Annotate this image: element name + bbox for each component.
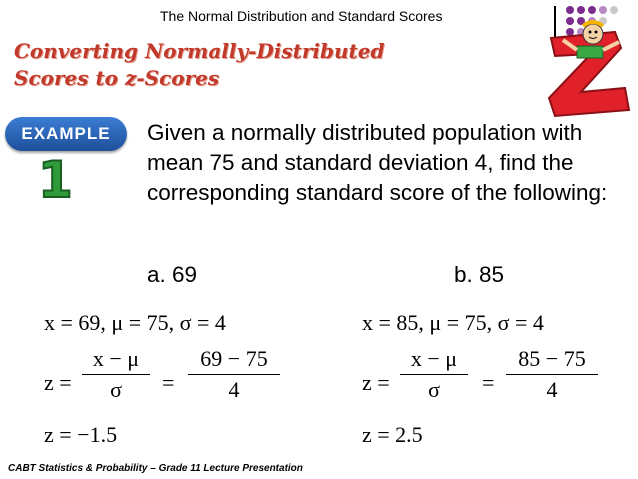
solution-b-substitution-numerator: 85 − 75 bbox=[518, 346, 586, 371]
z-character-logo-icon bbox=[545, 18, 633, 118]
slide-title-line2: Scores to z-Scores bbox=[14, 66, 220, 90]
solution-a-substitution-fraction bbox=[188, 346, 280, 403]
solution-a-given: x = 69, μ = 75, σ = 4 bbox=[44, 310, 226, 335]
solution-b-z-lhs: z = bbox=[362, 370, 390, 395]
solution-a-formula-numerator: x − μ bbox=[92, 346, 140, 371]
solution-b-substitution-fraction bbox=[506, 346, 598, 403]
solution-b-result: z = 2.5 bbox=[362, 422, 423, 447]
solution-a-substitution-numerator: 69 − 75 bbox=[200, 346, 268, 371]
problem-statement: Given a normally distributed population with mean 75 and standard deviation 4, find the corresponding standard score of the following: bbox=[147, 120, 608, 205]
solution-a-formula-denominator: σ bbox=[110, 377, 122, 402]
header-title: The Normal Distribution and Standard Scores bbox=[160, 8, 443, 24]
part-b-label: b. 85 bbox=[454, 262, 505, 287]
solution-a-formula-fraction bbox=[82, 346, 150, 403]
solution-a-result: z = −1.5 bbox=[44, 422, 118, 447]
solution-b-formula-numerator: x − μ bbox=[410, 346, 458, 371]
slide-title bbox=[14, 38, 384, 92]
part-a-label: a. 69 bbox=[147, 262, 198, 287]
solution-b-equals: = bbox=[482, 370, 495, 395]
footer-text: CABT Statistics & Probability – Grade 11 Lecture Presentation bbox=[8, 463, 303, 474]
solution-a-substitution-denominator: 4 bbox=[228, 377, 240, 402]
solution-b-formula-fraction bbox=[400, 346, 468, 403]
slide-title-line1: Converting Normally-Distributed bbox=[14, 39, 385, 63]
example-badge: EXAMPLE bbox=[5, 117, 127, 151]
example-number: 1 bbox=[38, 151, 73, 209]
solution-b-given: x = 85, μ = 75, σ = 4 bbox=[362, 310, 544, 335]
solution-b-substitution-denominator: 4 bbox=[546, 377, 558, 402]
solution-b-formula-denominator: σ bbox=[428, 377, 440, 402]
solution-a-z-lhs: z = bbox=[44, 370, 72, 395]
solution-a-equals: = bbox=[162, 370, 175, 395]
